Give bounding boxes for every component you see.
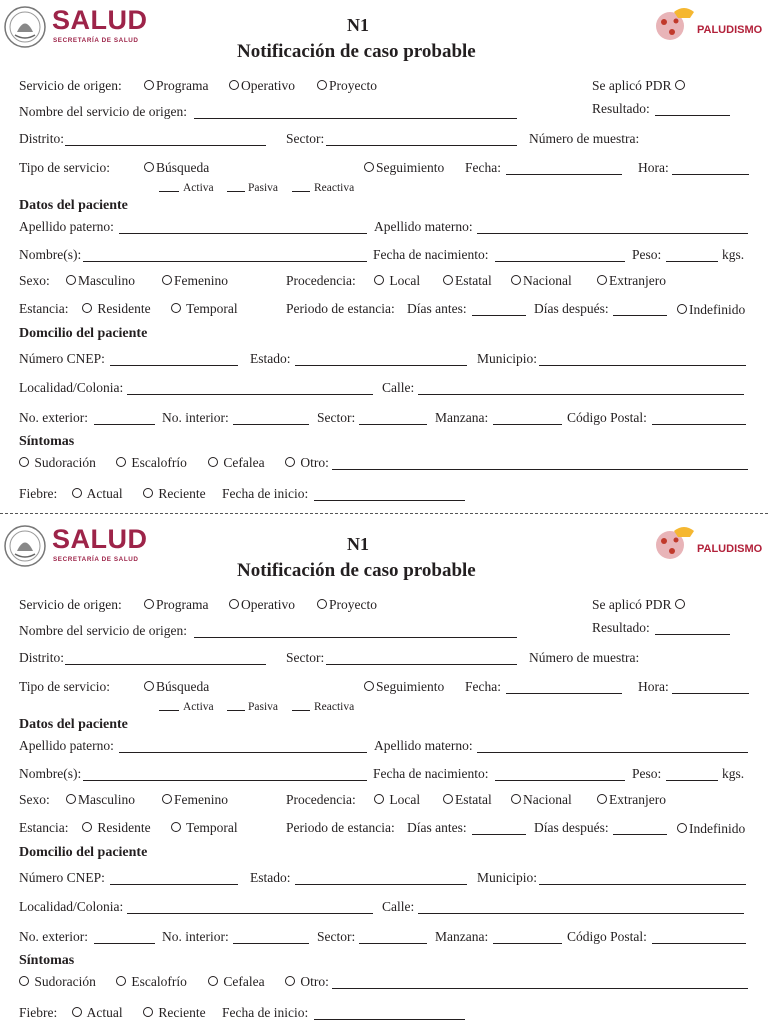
state-field[interactable] bbox=[295, 884, 467, 885]
activa-label: Activa bbox=[183, 701, 214, 713]
patient-data-heading: Datos del paciente bbox=[19, 198, 128, 213]
option-local[interactable] bbox=[374, 273, 420, 289]
pasiva-label: Pasiva bbox=[248, 701, 279, 713]
service-name-field[interactable] bbox=[194, 118, 517, 119]
pasiva-field[interactable] bbox=[227, 710, 245, 711]
option-label: Extranjero bbox=[609, 792, 666, 807]
locality-label: Localidad/Colonia: bbox=[19, 380, 124, 395]
sample-number-label: Número de muestra: bbox=[529, 131, 640, 146]
coat-of-arms-icon bbox=[3, 524, 47, 568]
option-label: Residente bbox=[97, 820, 151, 835]
option-seguimiento[interactable] bbox=[364, 160, 444, 176]
block-label: Manzana: bbox=[435, 929, 489, 944]
ext-number-field[interactable] bbox=[94, 424, 155, 425]
patient-data-heading: Datos del paciente bbox=[19, 717, 128, 732]
option-label: Operativo bbox=[241, 78, 295, 93]
pdr-label: Se aplicó PDR bbox=[592, 78, 672, 93]
radio-icon bbox=[374, 794, 384, 804]
radio-icon bbox=[317, 80, 327, 90]
locality-label: Localidad/Colonia: bbox=[19, 899, 124, 914]
cnep-label: Número CNEP: bbox=[19, 351, 105, 366]
checkbox-icon bbox=[19, 976, 29, 986]
option-operativo[interactable] bbox=[229, 78, 295, 94]
option-label: Temporal bbox=[186, 301, 238, 316]
notification-form bbox=[0, 0, 768, 511]
option-extranjero[interactable] bbox=[597, 792, 666, 808]
birth-date-label: Fecha de nacimiento: bbox=[373, 247, 489, 262]
origin-service-label: Servicio de origen: bbox=[19, 597, 122, 612]
weight-label: Peso: bbox=[632, 247, 662, 262]
checkbox-icon bbox=[285, 976, 295, 986]
weight-unit: kgs. bbox=[722, 766, 745, 781]
date-label: Fecha: bbox=[465, 160, 501, 175]
option-local[interactable] bbox=[374, 792, 420, 808]
sector-field[interactable] bbox=[326, 664, 517, 665]
radio-icon bbox=[144, 80, 154, 90]
checkbox-icon bbox=[208, 976, 218, 986]
option-label: Local bbox=[389, 273, 421, 288]
given-names-field[interactable] bbox=[83, 261, 367, 262]
brand-logo-text: SALUD bbox=[52, 5, 148, 35]
ext-number-label: No. exterior: bbox=[19, 929, 88, 944]
address-sector-label: Sector: bbox=[317, 929, 356, 944]
service-type-label: Tipo de servicio: bbox=[19, 160, 110, 175]
radio-icon bbox=[597, 275, 607, 285]
time-field[interactable] bbox=[672, 174, 749, 175]
result-label: Resultado: bbox=[592, 101, 650, 116]
weight-label: Peso: bbox=[632, 766, 662, 781]
option-label: Nacional bbox=[523, 273, 572, 288]
option-actual[interactable] bbox=[72, 1005, 123, 1021]
int-number-label: No. interior: bbox=[162, 929, 229, 944]
time-label: Hora: bbox=[638, 160, 669, 175]
option-label: Programa bbox=[156, 78, 209, 93]
weight-unit: kgs. bbox=[722, 247, 745, 262]
radio-icon bbox=[162, 275, 172, 285]
result-field[interactable] bbox=[655, 115, 730, 116]
option-label: Escalofrío bbox=[131, 974, 187, 989]
given-names-label: Nombre(s): bbox=[19, 247, 82, 262]
option-label: Reciente bbox=[158, 1005, 206, 1020]
radio-icon bbox=[82, 303, 92, 313]
option-label: Actual bbox=[86, 486, 123, 501]
stay-period-label: Periodo de estancia: bbox=[286, 820, 395, 835]
postal-code-field[interactable] bbox=[652, 943, 746, 944]
sample-number-label: Número de muestra: bbox=[529, 650, 640, 665]
radio-icon bbox=[443, 275, 453, 285]
sector-label: Sector: bbox=[286, 131, 325, 146]
option-indefinido[interactable] bbox=[677, 821, 745, 837]
last-name-maternal-label: Apellido materno: bbox=[374, 219, 473, 234]
radio-icon bbox=[144, 162, 154, 172]
activa-field[interactable] bbox=[159, 191, 179, 192]
option-label: Sudoración bbox=[34, 455, 96, 470]
option-label: Seguimiento bbox=[376, 679, 445, 694]
reactiva-label: Reactiva bbox=[314, 182, 355, 194]
radio-icon bbox=[144, 599, 154, 609]
option-label: Búsqueda bbox=[156, 160, 210, 175]
reactiva-label: Reactiva bbox=[314, 701, 355, 713]
mosquito-program-icon bbox=[652, 4, 696, 42]
mosquito-program-icon bbox=[652, 523, 696, 561]
address-sector-label: Sector: bbox=[317, 410, 356, 425]
option-proyecto[interactable] bbox=[317, 597, 377, 613]
last-name-maternal-label: Apellido materno: bbox=[374, 738, 473, 753]
municipality-field[interactable] bbox=[539, 365, 746, 366]
coat-of-arms-icon bbox=[3, 5, 47, 49]
option-label: Programa bbox=[156, 597, 209, 612]
stay-label: Estancia: bbox=[19, 301, 69, 316]
radio-icon bbox=[72, 488, 82, 498]
option-label: Cefalea bbox=[223, 974, 265, 989]
days-before-field[interactable] bbox=[472, 315, 526, 316]
pasiva-field[interactable] bbox=[227, 191, 245, 192]
state-label: Estado: bbox=[250, 351, 291, 366]
date-field[interactable] bbox=[506, 174, 622, 175]
birth-date-field[interactable] bbox=[495, 261, 625, 262]
onset-date-label: Fecha de inicio: bbox=[222, 486, 309, 501]
option-otro[interactable] bbox=[285, 455, 329, 471]
symptoms-heading: Síntomas bbox=[19, 953, 75, 968]
option-label: Extranjero bbox=[609, 273, 666, 288]
option-label: Estatal bbox=[455, 273, 492, 288]
birth-date-field[interactable] bbox=[495, 780, 625, 781]
radio-icon bbox=[72, 1007, 82, 1017]
street-field[interactable] bbox=[418, 394, 744, 395]
radio-icon bbox=[511, 794, 521, 804]
option-label: Residente bbox=[97, 301, 151, 316]
symptoms-heading: Síntomas bbox=[19, 434, 75, 449]
option-busqueda[interactable] bbox=[144, 160, 209, 176]
checkbox-icon bbox=[19, 457, 29, 467]
option-temporal[interactable] bbox=[171, 301, 238, 317]
service-name-label: Nombre del servicio de origen: bbox=[19, 623, 187, 638]
block-field[interactable] bbox=[493, 424, 562, 425]
option-label: Masculino bbox=[78, 273, 135, 288]
sex-label: Sexo: bbox=[19, 792, 50, 807]
street-label: Calle: bbox=[382, 899, 415, 914]
cnep-label: Número CNEP: bbox=[19, 870, 105, 885]
option-label: Proyecto bbox=[329, 597, 377, 612]
option-label: Sudoración bbox=[34, 974, 96, 989]
cnep-field[interactable] bbox=[110, 884, 238, 885]
last-name-maternal-field[interactable] bbox=[477, 752, 748, 753]
option-proyecto[interactable] bbox=[317, 78, 377, 94]
option-cefalea[interactable] bbox=[208, 974, 265, 990]
date-field[interactable] bbox=[506, 693, 622, 694]
onset-date-field[interactable] bbox=[314, 500, 465, 501]
postal-code-field[interactable] bbox=[652, 424, 746, 425]
onset-date-field[interactable] bbox=[314, 1019, 465, 1020]
last-name-maternal-field[interactable] bbox=[477, 233, 748, 234]
activa-label: Activa bbox=[183, 182, 214, 194]
radio-icon bbox=[229, 599, 239, 609]
result-field[interactable] bbox=[655, 634, 730, 635]
given-names-field[interactable] bbox=[83, 780, 367, 781]
municipality-label: Municipio: bbox=[477, 870, 537, 885]
option-label: Femenino bbox=[174, 792, 228, 807]
option-busqueda[interactable] bbox=[144, 679, 209, 695]
brand-subtitle: SECRETARÍA DE SALUD bbox=[53, 556, 139, 563]
radio-icon bbox=[511, 275, 521, 285]
days-after-field[interactable] bbox=[613, 834, 667, 835]
onset-date-label: Fecha de inicio: bbox=[222, 1005, 309, 1020]
program-name: PALUDISMO bbox=[697, 543, 763, 555]
given-names-label: Nombre(s): bbox=[19, 766, 82, 781]
time-field[interactable] bbox=[672, 693, 749, 694]
option-indefinido[interactable] bbox=[677, 302, 745, 318]
sex-label: Sexo: bbox=[19, 273, 50, 288]
option-programa[interactable] bbox=[144, 78, 208, 94]
radio-icon bbox=[229, 80, 239, 90]
locality-field[interactable] bbox=[127, 394, 373, 395]
district-label: Distrito: bbox=[19, 650, 65, 665]
pasiva-label: Pasiva bbox=[248, 182, 279, 194]
option-masculino[interactable] bbox=[66, 792, 135, 808]
option-label: Indefinido bbox=[689, 302, 746, 317]
option-operativo[interactable] bbox=[229, 597, 295, 613]
radio-icon bbox=[675, 80, 685, 90]
option-label: Femenino bbox=[174, 273, 228, 288]
option-femenino[interactable] bbox=[162, 273, 228, 289]
date-label: Fecha: bbox=[465, 679, 501, 694]
stay-label: Estancia: bbox=[19, 820, 69, 835]
days-before-label: Días antes: bbox=[407, 820, 467, 835]
radio-icon bbox=[171, 303, 181, 313]
int-number-field[interactable] bbox=[233, 424, 309, 425]
service-name-label: Nombre del servicio de origen: bbox=[19, 104, 187, 119]
option-nacional[interactable] bbox=[511, 273, 572, 289]
street-field[interactable] bbox=[418, 913, 744, 914]
reactiva-field[interactable] bbox=[292, 710, 310, 711]
notification-form bbox=[0, 519, 768, 1024]
program-name: PALUDISMO bbox=[697, 24, 763, 36]
option-label: Otro: bbox=[300, 455, 329, 470]
option-programa[interactable] bbox=[144, 597, 208, 613]
checkbox-icon bbox=[208, 457, 218, 467]
brand-logo-text: SALUD bbox=[52, 524, 148, 554]
stay-period-label: Periodo de estancia: bbox=[286, 301, 395, 316]
option-escalofrio[interactable] bbox=[116, 455, 187, 471]
cnep-field[interactable] bbox=[110, 365, 238, 366]
checkbox-icon bbox=[116, 976, 126, 986]
option-masculino[interactable] bbox=[66, 273, 135, 289]
municipality-label: Municipio: bbox=[477, 351, 537, 366]
option-sudoracion[interactable] bbox=[19, 974, 96, 990]
option-label: Operativo bbox=[241, 597, 295, 612]
radio-icon bbox=[677, 304, 687, 314]
option-escalofrio[interactable] bbox=[116, 974, 187, 990]
last-name-paternal-label: Apellido paterno: bbox=[19, 738, 114, 753]
radio-icon bbox=[364, 681, 374, 691]
radio-icon bbox=[597, 794, 607, 804]
locality-field[interactable] bbox=[127, 913, 373, 914]
ext-number-field[interactable] bbox=[94, 943, 155, 944]
form-title: Notificación de caso probable bbox=[237, 41, 476, 62]
int-number-label: No. interior: bbox=[162, 410, 229, 425]
radio-icon bbox=[66, 275, 76, 285]
other-symptom-field[interactable] bbox=[332, 988, 748, 989]
option-nacional[interactable] bbox=[511, 792, 572, 808]
street-label: Calle: bbox=[382, 380, 415, 395]
sector-label: Sector: bbox=[286, 650, 325, 665]
radio-icon bbox=[144, 681, 154, 691]
option-sudoracion[interactable] bbox=[19, 455, 96, 471]
ext-number-label: No. exterior: bbox=[19, 410, 88, 425]
option-otro[interactable] bbox=[285, 974, 329, 990]
option-actual[interactable] bbox=[72, 486, 123, 502]
option-label: Actual bbox=[86, 1005, 123, 1020]
option-label: Otro: bbox=[300, 974, 329, 989]
birth-date-label: Fecha de nacimiento: bbox=[373, 766, 489, 781]
result-label: Resultado: bbox=[592, 620, 650, 635]
postal-code-label: Código Postal: bbox=[567, 410, 647, 425]
option-label: Local bbox=[389, 792, 421, 807]
option-reciente[interactable] bbox=[143, 486, 206, 502]
days-after-label: Días después: bbox=[534, 301, 609, 316]
block-field[interactable] bbox=[493, 943, 562, 944]
radio-icon bbox=[143, 1007, 153, 1017]
service-type-label: Tipo de servicio: bbox=[19, 679, 110, 694]
time-label: Hora: bbox=[638, 679, 669, 694]
address-sector-field[interactable] bbox=[359, 943, 427, 944]
state-field[interactable] bbox=[295, 365, 467, 366]
district-label: Distrito: bbox=[19, 131, 65, 146]
days-after-label: Días después: bbox=[534, 820, 609, 835]
postal-code-label: Código Postal: bbox=[567, 929, 647, 944]
option-femenino[interactable] bbox=[162, 792, 228, 808]
address-heading: Domcilio del paciente bbox=[19, 845, 148, 860]
radio-icon bbox=[364, 162, 374, 172]
option-label: Reciente bbox=[158, 486, 206, 501]
fever-label: Fiebre: bbox=[19, 486, 58, 501]
fever-label: Fiebre: bbox=[19, 1005, 58, 1020]
int-number-field[interactable] bbox=[233, 943, 309, 944]
district-field[interactable] bbox=[65, 145, 266, 146]
option-label: Proyecto bbox=[329, 78, 377, 93]
option-label: Escalofrío bbox=[131, 455, 187, 470]
radio-icon bbox=[443, 794, 453, 804]
option-reciente[interactable] bbox=[143, 1005, 206, 1021]
form-code: N1 bbox=[347, 534, 369, 554]
radio-icon bbox=[162, 794, 172, 804]
last-name-paternal-field[interactable] bbox=[119, 752, 367, 753]
option-label: Seguimiento bbox=[376, 160, 445, 175]
origin-service-label: Servicio de origen: bbox=[19, 78, 122, 93]
origin-label: Procedencia: bbox=[286, 273, 356, 288]
radio-icon bbox=[374, 275, 384, 285]
address-sector-field[interactable] bbox=[359, 424, 427, 425]
option-label: Búsqueda bbox=[156, 679, 210, 694]
option-seguimiento[interactable] bbox=[364, 679, 444, 695]
option-residente[interactable] bbox=[82, 301, 151, 317]
option-label: Estatal bbox=[455, 792, 492, 807]
district-field[interactable] bbox=[65, 664, 266, 665]
days-before-label: Días antes: bbox=[407, 301, 467, 316]
form-title: Notificación de caso probable bbox=[237, 560, 476, 581]
activa-field[interactable] bbox=[159, 710, 179, 711]
option-estatal[interactable] bbox=[443, 792, 492, 808]
radio-icon bbox=[317, 599, 327, 609]
radio-icon bbox=[143, 488, 153, 498]
option-label: Nacional bbox=[523, 792, 572, 807]
option-cefalea[interactable] bbox=[208, 455, 265, 471]
radio-icon bbox=[171, 822, 181, 832]
address-heading: Domcilio del paciente bbox=[19, 326, 148, 341]
pdr-label: Se aplicó PDR bbox=[592, 597, 672, 612]
option-extranjero[interactable] bbox=[597, 273, 666, 289]
other-symptom-field[interactable] bbox=[332, 469, 748, 470]
option-label: Cefalea bbox=[223, 455, 265, 470]
radio-icon bbox=[675, 599, 685, 609]
municipality-field[interactable] bbox=[539, 884, 746, 885]
origin-label: Procedencia: bbox=[286, 792, 356, 807]
pdr-option[interactable] bbox=[592, 597, 687, 613]
service-name-field[interactable] bbox=[194, 637, 517, 638]
option-temporal[interactable] bbox=[171, 820, 238, 836]
option-label: Indefinido bbox=[689, 821, 746, 836]
option-residente[interactable] bbox=[82, 820, 151, 836]
option-label: Temporal bbox=[186, 820, 238, 835]
option-estatal[interactable] bbox=[443, 273, 492, 289]
radio-icon bbox=[66, 794, 76, 804]
block-label: Manzana: bbox=[435, 410, 489, 425]
days-after-field[interactable] bbox=[613, 315, 667, 316]
brand-subtitle: SECRETARÍA DE SALUD bbox=[53, 37, 139, 44]
sector-field[interactable] bbox=[326, 145, 517, 146]
days-before-field[interactable] bbox=[472, 834, 526, 835]
checkbox-icon bbox=[116, 457, 126, 467]
radio-icon bbox=[677, 823, 687, 833]
last-name-paternal-field[interactable] bbox=[119, 233, 367, 234]
reactiva-field[interactable] bbox=[292, 191, 310, 192]
form-code: N1 bbox=[347, 15, 369, 35]
weight-field[interactable] bbox=[666, 261, 718, 262]
state-label: Estado: bbox=[250, 870, 291, 885]
option-label: Masculino bbox=[78, 792, 135, 807]
last-name-paternal-label: Apellido paterno: bbox=[19, 219, 114, 234]
pdr-option[interactable] bbox=[592, 78, 687, 94]
weight-field[interactable] bbox=[666, 780, 718, 781]
checkbox-icon bbox=[285, 457, 295, 467]
radio-icon bbox=[82, 822, 92, 832]
